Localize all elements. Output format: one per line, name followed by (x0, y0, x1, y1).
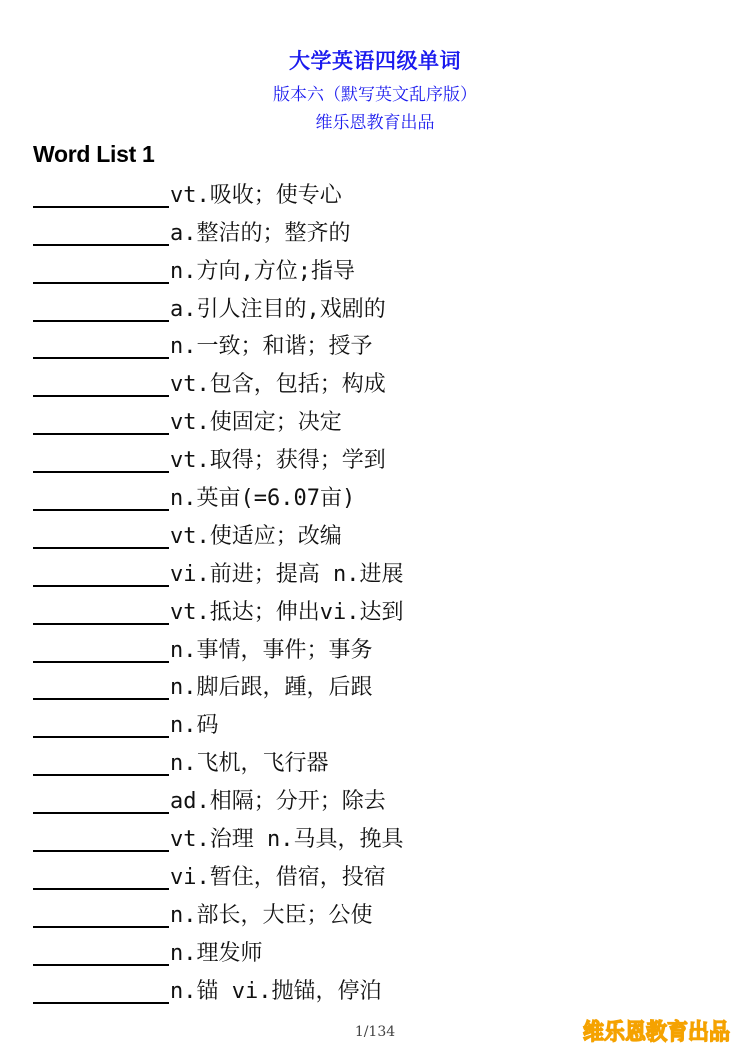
word-row (33, 631, 403, 669)
word-definition: n.一致；和谐；授予 (170, 334, 373, 360)
word-row (33, 176, 403, 214)
word-row (33, 479, 403, 517)
word-definition: vt.使适应；改编 (170, 523, 342, 549)
answer-blank (33, 483, 169, 511)
answer-blank (33, 976, 169, 1004)
word-row (33, 214, 403, 252)
word-definition: vt.包含，包括；构成 (170, 372, 386, 398)
word-row (33, 820, 403, 858)
answer-blank (33, 635, 169, 663)
document-subtitle: 版本六（默写英文乱序版） (273, 85, 477, 105)
word-row (33, 669, 403, 707)
word-definition: vt.治理 n.马具，挽具 (170, 827, 404, 853)
word-row (33, 858, 403, 896)
answer-blank (33, 445, 169, 473)
answer-blank (33, 369, 169, 397)
word-row (33, 934, 403, 972)
answer-blank (33, 331, 169, 359)
answer-blank (33, 786, 169, 814)
word-row (33, 328, 403, 366)
answer-blank (33, 748, 169, 776)
answer-blank (33, 824, 169, 852)
word-definition: vt.使固定；决定 (170, 410, 342, 436)
word-definition: n.事情，事件；事务 (170, 637, 373, 663)
word-definition: vi.前进；提高 n.进展 (170, 561, 404, 587)
answer-blank (33, 256, 169, 284)
word-row (33, 706, 403, 744)
word-row (33, 365, 403, 403)
word-list (33, 176, 403, 1010)
word-row (33, 517, 403, 555)
word-definition: vt.取得；获得；学到 (170, 448, 386, 474)
answer-blank (33, 672, 169, 700)
word-row (33, 555, 403, 593)
word-definition: n.锚 vi.抛锚，停泊 (170, 978, 382, 1004)
word-row (33, 252, 403, 290)
answer-blank (33, 597, 169, 625)
page-number: 1/134 (354, 1024, 396, 1040)
word-row (33, 972, 403, 1010)
word-row (33, 593, 403, 631)
word-list-heading: Word List 1 (33, 141, 155, 167)
word-definition: vt.吸收；使专心 (170, 182, 342, 208)
word-definition: vt.抵达；伸出vi.达到 (170, 599, 404, 625)
answer-blank (33, 710, 169, 738)
word-definition: n.理发师 (170, 940, 263, 966)
answer-blank (33, 218, 169, 246)
answer-blank (33, 900, 169, 928)
answer-blank (33, 294, 169, 322)
word-row (33, 290, 403, 328)
word-definition: n.部长，大臣；公使 (170, 902, 373, 928)
word-row (33, 441, 403, 479)
answer-blank (33, 521, 169, 549)
word-definition: n.飞机，飞行器 (170, 751, 329, 777)
word-definition: n.方向,方位;指导 (170, 258, 355, 284)
word-definition: n.码 (170, 713, 219, 739)
answer-blank (33, 862, 169, 890)
publisher-watermark: 维乐恩教育出品 (583, 1019, 730, 1046)
word-definition: n.脚后跟，踵，后跟 (170, 675, 373, 701)
publisher-line: 维乐恩教育出品 (315, 113, 435, 133)
word-definition: vi.暂住，借宿，投宿 (170, 864, 386, 890)
word-definition: ad.相隔；分开；除去 (170, 789, 386, 815)
word-definition: n.英亩(=6.07亩) (170, 486, 356, 512)
word-definition: a.引人注目的,戏剧的 (170, 296, 386, 322)
word-row (33, 403, 403, 441)
word-row (33, 896, 403, 934)
word-row (33, 782, 403, 820)
answer-blank (33, 180, 169, 208)
answer-blank (33, 938, 169, 966)
word-row (33, 744, 403, 782)
answer-blank (33, 407, 169, 435)
word-definition: a.整洁的；整齐的 (170, 220, 351, 246)
answer-blank (33, 559, 169, 587)
document-title: 大学英语四级单词 (289, 49, 461, 73)
